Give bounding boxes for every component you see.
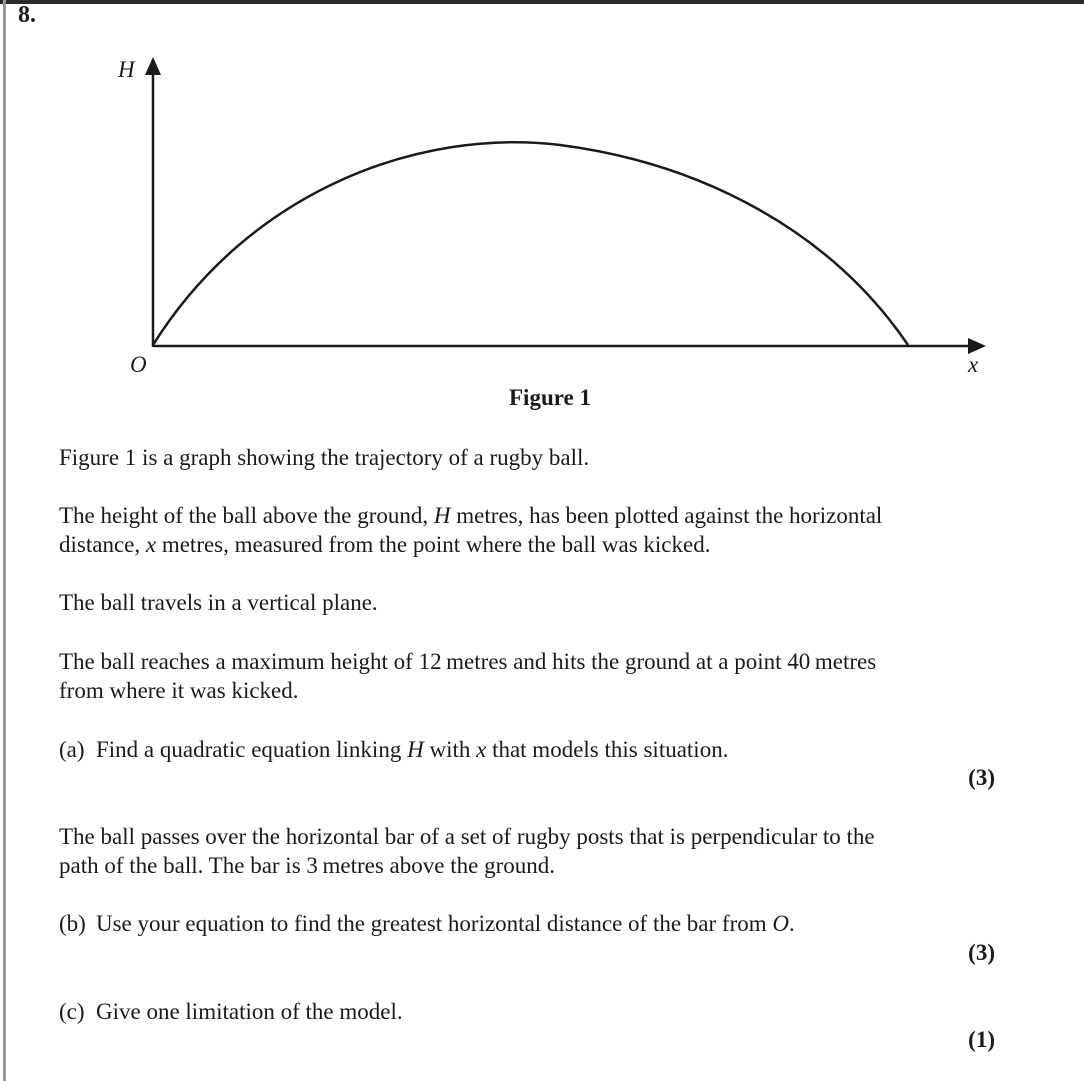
part-b-text-2: . <box>789 911 795 936</box>
part-a-text-3: that models this situation. <box>486 737 729 762</box>
part-a-label: (a) <box>59 737 85 762</box>
trajectory-curve <box>153 142 908 345</box>
part-a-marks: (3) <box>968 765 995 790</box>
trajectory-figure <box>0 0 1084 380</box>
paragraph-vertical-plane <box>59 588 979 617</box>
figure-caption: Figure 1 <box>509 385 591 410</box>
variable-h: H <box>433 503 451 528</box>
paragraph-height-description <box>59 501 979 559</box>
y-axis-label: H <box>118 57 135 82</box>
p5-line2: path of the ball. The bar is 3 metres above the ground. <box>59 853 555 878</box>
y-axis-arrowhead <box>145 57 161 75</box>
part-a-variable-h: H <box>407 737 424 762</box>
p2-text-a: The height of the ball above the ground, <box>59 503 434 528</box>
part-b-text-1: Use your equation to find the greatest horizontal distance of the bar from <box>96 911 773 936</box>
part-b <box>59 909 959 938</box>
p5-line1: The ball passes over the horizontal bar of a set of rugby posts that is perpendicular to the <box>59 824 875 849</box>
part-c-label: (c) <box>59 999 85 1024</box>
p4-line1: The ball reaches a maximum height of 12 metres and hits the ground at a point 40 metres <box>59 649 877 674</box>
part-b-variable-o: O <box>772 911 789 936</box>
paragraph-intro-text: Figure 1 is a graph showing the trajectory of a rugby ball. <box>59 445 590 470</box>
p3-text: The ball travels in a vertical plane. <box>59 590 378 615</box>
p2-text-d: metres, measured from the point where the ball was kicked. <box>156 532 711 557</box>
part-c-marks: (1) <box>968 1027 995 1052</box>
part-a-text-2: with <box>423 737 477 762</box>
origin-label: O <box>130 352 147 377</box>
part-a-text-1: Find a quadratic equation linking <box>96 737 408 762</box>
question-number: 8. <box>18 2 36 28</box>
p2-text-c: distance, <box>59 532 146 557</box>
p2-text-b: metres, has been plotted against the horizontal <box>450 503 883 528</box>
part-c <box>59 997 959 1026</box>
part-b-marks: (3) <box>968 940 995 965</box>
p4-line2: from where it was kicked. <box>59 678 299 703</box>
x-axis-label: x <box>968 352 979 377</box>
part-a-variable-x: x <box>476 737 487 762</box>
paragraph-max-height <box>59 647 979 705</box>
part-c-text-1: Give one limitation of the model. <box>96 999 403 1024</box>
paragraph-rugby-posts <box>59 822 979 880</box>
part-b-label: (b) <box>59 911 86 936</box>
part-a <box>59 735 959 764</box>
variable-x: x <box>145 532 157 557</box>
paragraph-intro <box>59 443 979 472</box>
